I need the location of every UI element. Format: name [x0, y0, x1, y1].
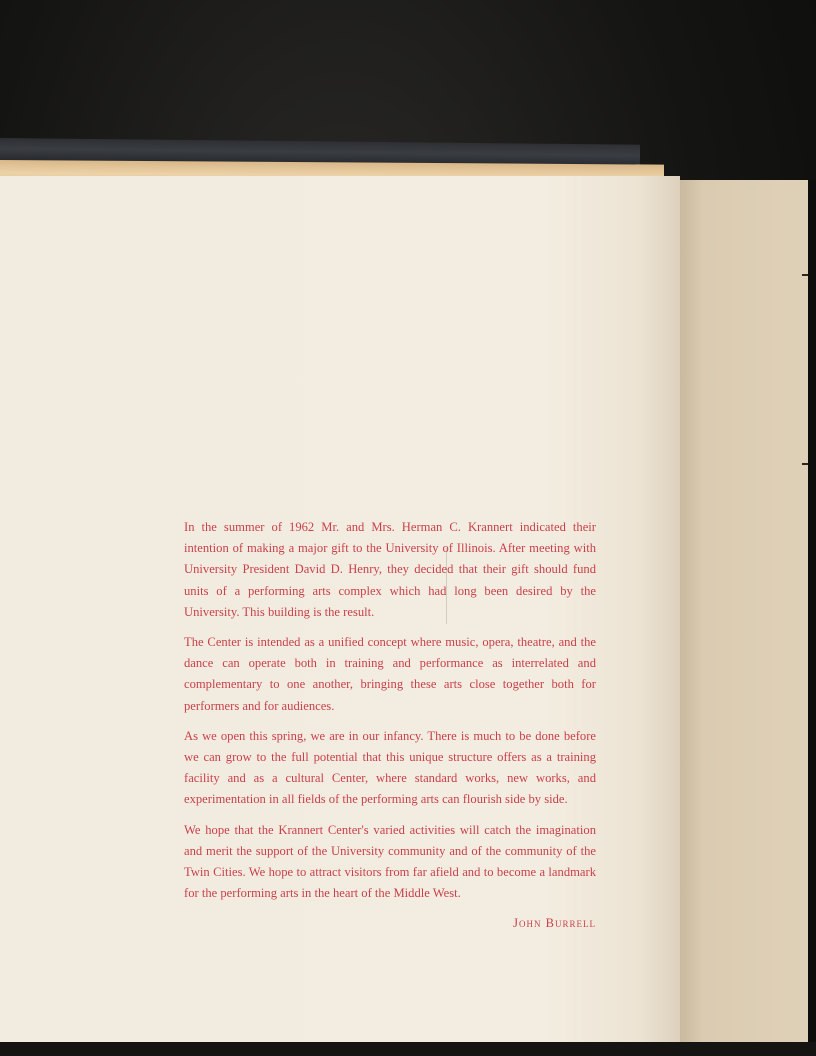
signature: John Burrell: [513, 916, 596, 931]
bottom-edge-shadow: [0, 1042, 816, 1056]
paragraph-opening: As we open this spring, we are in our infancy. There is much to be done before we can grow to the full potential that this unique structure offers as a training facility and as a cultural Center, where standard works, new works, and experimentation in all fields of the performing arts can flourish side by side.: [184, 728, 596, 807]
paragraph-history: In the summer of 1962 Mr. and Mrs. Herman C. Krannert indicated their intention of making a major gift to the University of Illinois. After meeting with University President David D. Henry, they decided that their gift should fund units of a performing arts complex which had long been desired by the University. This building is the result.: [184, 520, 596, 619]
paragraph-hopes: We hope that the Krannert Center's varied activities will catch the imagination and merit the support of the University community and of the community of the Twin Cities. We hope to attract visitors from far afield and to become a landmark for the performing arts in the heart of the Middle West.: [184, 822, 596, 901]
facing-page: [680, 180, 808, 1042]
letter-text-block: [184, 517, 596, 935]
paragraph-concept: The Center is intended as a unified concept where music, opera, theatre, and the dance can operate both in training and performance as interrelated and complementary to one another, bringing these arts close together both for performers and for audiences.: [184, 635, 596, 713]
right-edge-shadow: [808, 180, 816, 1042]
